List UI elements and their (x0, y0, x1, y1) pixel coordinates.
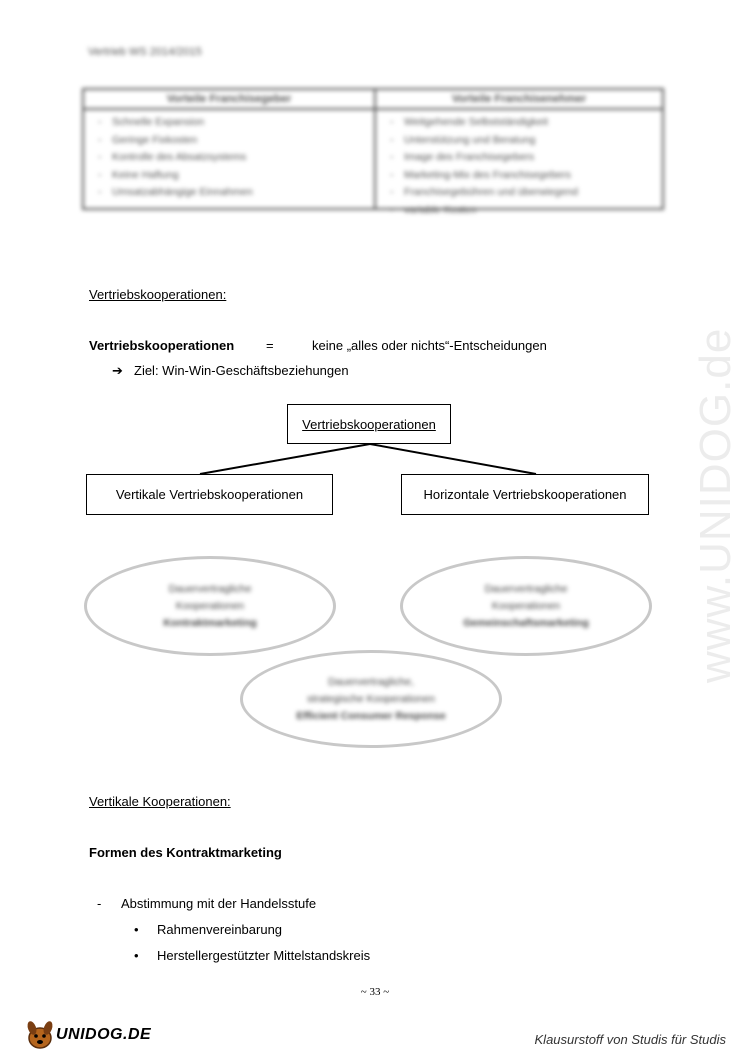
list-item: - Weitgehende Selbstständigkeit (404, 114, 662, 132)
diagram-horizontal-label: Horizontale Vertriebskooperationen (423, 487, 627, 502)
definition-equals: = (266, 338, 274, 353)
list-item: - Keine Haftung (112, 167, 374, 185)
diagram-vertical-box (86, 474, 333, 515)
list-item: - Kontrolle des Absatzsystems (112, 149, 374, 167)
list-item: - Geringe Fixkosten (112, 132, 374, 150)
ellipse-ecr (240, 650, 502, 748)
goal-text: Ziel: Win-Win-Geschäftsbeziehungen (134, 363, 349, 378)
list-item: - Unterstützung und Beratung (404, 132, 662, 150)
subheading-formen: Formen des Kontraktmarketing (89, 845, 282, 860)
arrow-icon: ➔ (112, 363, 123, 378)
unidog-logo (22, 1014, 152, 1054)
franchisor-header: Vorteile Franchisegeber (84, 90, 374, 110)
ellipse-line: Kooperationen (175, 599, 245, 612)
subitem-mittelstandskreis: Herstellergestützter Mittelstandskreis (157, 948, 371, 963)
definition-term: Vertriebskooperationen (89, 338, 235, 353)
connector-left (200, 444, 370, 474)
bullet-icon: • (134, 922, 139, 937)
list-item-abstimmung: Abstimmung mit der Handelsstufe (121, 896, 317, 911)
diagram-root-label: Vertriebskooperationen (302, 416, 436, 432)
section-heading-vertriebskooperationen: Vertriebskooperationen: (89, 287, 227, 302)
list-item: - Franchisegebühren und überwiegend (404, 184, 662, 202)
section-heading-vertikale: Vertikale Kooperationen: (89, 794, 231, 809)
connector-right (370, 444, 536, 474)
dash-marker: - (97, 896, 102, 911)
ellipse-line: strategische Kooperationen (307, 692, 435, 705)
franchisee-header: Vorteile Franchisenehmer (376, 90, 662, 110)
ellipse-line-bold: Gemeinschaftsmarketing (463, 616, 589, 629)
list-item: - Umsatzabhängige Einnahmen (112, 184, 374, 202)
document-header: Vertrieb WS 2014/2015 (88, 46, 202, 58)
footer-tagline: Klausurstoff von Studis für Studis (534, 1032, 726, 1047)
bullet-icon: • (134, 948, 139, 963)
logo-text: UNIDOG.DE (56, 1026, 152, 1043)
ellipse-line: Dauervertragliche (484, 582, 568, 595)
subitem-rahmenvereinbarung: Rahmenvereinbarung (157, 922, 283, 937)
diagram-vertical-label: Vertikale Vertriebskooperationen (115, 487, 304, 502)
ellipse-line-bold: Efficient Consumer Response (296, 709, 446, 722)
diagram-horizontal-box (401, 474, 649, 515)
diagram-root-box (287, 404, 451, 444)
definition-text: keine „alles oder nichts“-Entscheidungen (312, 338, 547, 353)
list-item: - Schnelle Expansion (112, 114, 374, 132)
ellipse-kontraktmarketing (84, 556, 336, 656)
list-item: - Marketing-Mix des Franchisegebers (404, 167, 662, 185)
ellipse-line-bold: Kontraktmarketing (163, 616, 257, 629)
ellipse-line: Kooperationen (491, 599, 561, 612)
watermark: www.UNIDOG.de (691, 327, 740, 683)
ellipse-line: Dauervertragliche (168, 582, 252, 595)
page-number: ~ 33 ~ (360, 986, 390, 998)
ellipse-gemeinschaftsmarketing (400, 556, 652, 656)
list-item: - Image des Franchisegebers (404, 149, 662, 167)
ellipse-line: Dauervertragliche, (328, 675, 414, 688)
list-item-continuation: - variable Kosten (404, 202, 662, 220)
